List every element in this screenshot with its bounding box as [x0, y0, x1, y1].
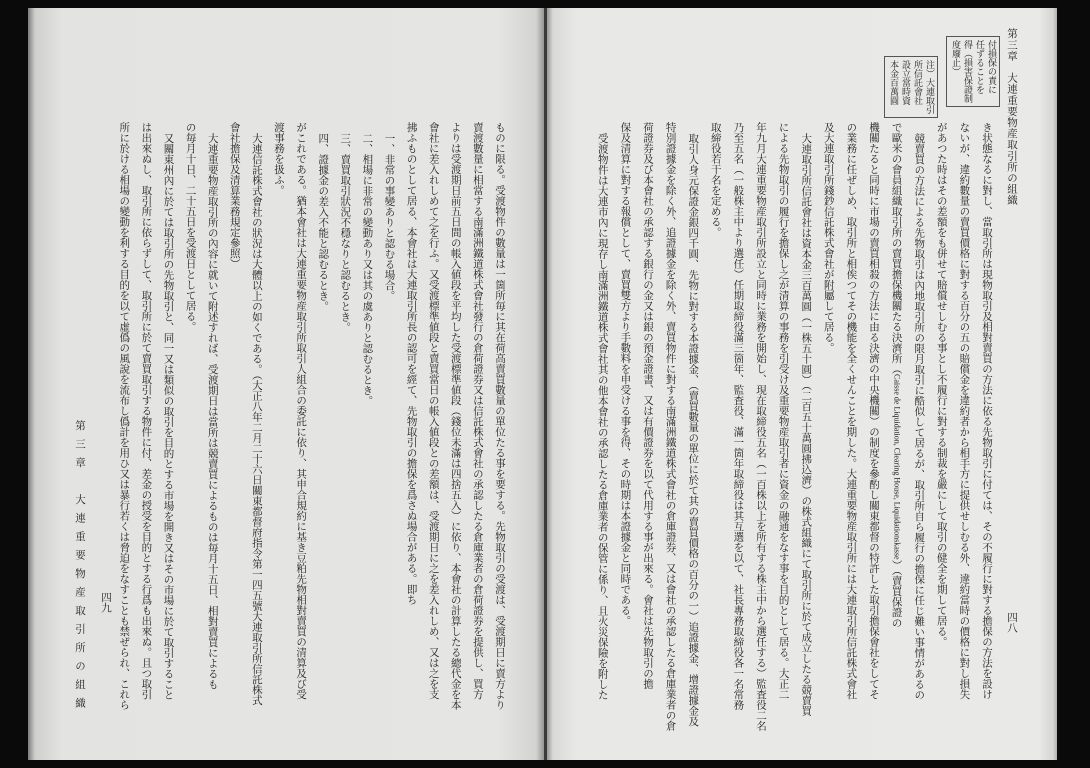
text-column: 拂ふものとして居る、本會社は大連取引所長の認可を經て、先物取引の擔保を爲さぬ場合がある。即ち [405, 122, 418, 605]
text-column: 特別證據金を除く外、追證據金を除く外、賣買物件に對する南滿洲鐵道株式會社の倉庫證券、又は會社の承認したる倉庫業者の倉 [664, 122, 677, 731]
text-column: 年九月大連重要物産取引所設立と同時に業務を開始し、現在取締役五名（一百株以上を所有する株主中から選任する）監査役二名 [755, 122, 767, 731]
text-column: の毎月十日、二十五日を受渡日として居る。 [184, 122, 197, 332]
gutter-fold [544, 8, 547, 760]
text-column [890, 122, 904, 628]
text-column: があつた時はその差額をも併せて賠償せしむる事とし不履行に對する制裁を嚴にして取引の健全を期して居る。 [935, 122, 948, 647]
text-column: 保及清算に對する報償として、賣買雙方より手數料を申受ける事を得、その時期は本證據金と同時である。 [619, 122, 632, 626]
margin-note-line: 本金百萬圓 [888, 60, 898, 105]
text-column: ないが、違約數量の賣買價格に對する百分の五の賠償金を違約者から相手方に提供せしむる外、違約當時の價格に對し損失 [958, 122, 971, 700]
text-column: 機關たると同時に市場の賣買相殺の方法に由る決濟の中央機關）の制度を參酌し關東都督の特許した取引擔保會社をしてそ [868, 122, 880, 700]
running-head: 第三章 大連重要物産取引所の組織 [74, 420, 86, 716]
margin-note-line: 注）大連取引 [924, 60, 934, 114]
text-column: 所に於ける相場の變動を利する目的を以て虛僞の風說を流布し僞計を用ひ又は暴行若くは脅迫をなすことも禁ぜられ、これら [118, 122, 131, 710]
running-head: 第三章 大連重要物産取引所の組織 [1006, 28, 1018, 206]
text-segment: ）（賣買保證の [890, 559, 903, 628]
text-column: 大連取引所信託會社は資本金三百萬圓（一株五十圓）（二百五十萬圓拂込濟）の株式組織にて取引所に於て成立したる競賣買 [800, 133, 813, 716]
left-page [28, 8, 545, 760]
margin-note-line: 付損保の責に [986, 40, 996, 94]
text-column: 會社に差入れしめて之を行ふ。又受渡標準値段と賣買當日の帳入値段との差額は、受渡期日に之を差入れしめ、又は之を支 [427, 122, 440, 700]
list-item: 三、賣買取引狀況不穩なりと認むるとき。 [339, 133, 352, 333]
margin-note-line: 設立當時資 [900, 60, 910, 105]
text-column: 取締役若干名を定める。 [709, 122, 722, 238]
text-column: 賣渡數量に相當する南滿洲鐵道株式會社發行の倉荷證券又は信託株式會社の承認したる倉庫業者の倉荷證券を提供し、買方 [471, 122, 484, 700]
text-column: がこれである。猶本會社は大連重要物産取引所取引人組合の委託に依り、其申合規約に基き豆粕先物相對賣買の清算及び受 [295, 122, 308, 700]
text-column: 受渡物件は大連市內に現存し南滿洲鐵道株式會社其の他本會社の承認したる倉庫業者の保管に係り、且火災保險を附した [596, 133, 609, 700]
page-number: 四九 [100, 592, 112, 613]
margin-note-line: 得（損害保證制 [962, 40, 972, 103]
margin-note-line: 度廢止） [950, 40, 960, 76]
text-column: 及大連取引所錢鈔信託株式會社が附屬して居る。 [822, 122, 835, 353]
text-column: 會社擔保及清算業務規定參照） [228, 122, 241, 269]
text-column: 競賣買の方法による先物取引は內地取引所の限月取引に酷似して居るが、取引所自ら履行の擔保に任じ難い事情があるの [913, 133, 926, 700]
text-column: 取引人身元保證金銀四千圓、先物に對する本證據金、（賣買數量の單位に於て其の賣買價格の百分の一）追證據金、增證據金及 [687, 133, 700, 727]
margin-note-line: 任ずることを [974, 40, 984, 94]
text-column: は出來ぬし、取引所に依らずして、取引所に於て賣買取引する物件に付、差金の授受を目的とする行爲も出來ぬ。且つ取引 [140, 122, 153, 700]
text-column: による先物取引の履行を擔保し之が清算の事務を引受け及重要物産取引者に資金の融通をなす事を目的として居る。大正二 [777, 122, 790, 700]
text-column: ものに限る。受渡物件の數量は一箇所毎に其在荷高賣買數量の單位たる事を要する。先物取引の受渡は、受渡期日に賣方より [494, 122, 506, 710]
text-column: 渡事務を扱ふ。 [273, 122, 285, 196]
list-item: 四、證據金の差入不能と認むるとき。 [317, 133, 330, 312]
margin-note [884, 56, 938, 118]
page-number: 四八 [1006, 612, 1018, 633]
margin-note [946, 36, 1000, 107]
list-item: 一、非常の事變ありと認むる場合。 [383, 133, 396, 301]
text-column: き状態なるに對し、當取引所は現物取引及相對賣買の方法に依る先物取引に付ては、その不履行に對する擔保の方法を設け [981, 122, 993, 700]
right-page [547, 8, 1057, 760]
text-column: の業務に任ぜしめ、取引所と相俟つてその機能を全くせんことを期した。大連重要物産取引所には大連取引所信託株式會社 [845, 122, 858, 700]
list-item: 二、相場に非常の變動あり又は其の虞ありと認むるとき。 [361, 133, 374, 406]
text-column: 大連重要物産取引所の內容に就いて附述すれば、受渡期日は當所は競賣買によるものは毎月十五日、相對賣買によるも [206, 133, 219, 690]
text-segment: で歐米の會員組織取引所の賣買擔保機關たる決濟所（ [890, 122, 903, 374]
text-column: 荷證券及び本會社の承認する銀行の金又は銀の預金證書、又は有價證券を以て代用する事が出來る。會社は先物取引の擔 [642, 122, 654, 689]
text-column: 大連信託株式會社の狀況は大體以上の如くである。（大正八年二月二十六日關東都督府指令第一四五號大連取引所信託株式 [250, 133, 263, 706]
text-column: 乃至五名（一般株主中より選任）任期取締役滿三箇年、監査役、滿一箇年取締役は其互選を以て、社長專務取締役各一名常務 [732, 122, 745, 710]
latin-term: Caisse de Liquidation, Clearing House, Liquidationskasse [892, 374, 902, 560]
margin-note-line: 所信託會社 [912, 60, 922, 105]
text-column: よりは受渡期日前五日間の帳入値段を平均した受渡標準値段（錢位未滿は四捨五入）に依り、本會社の計算したる總代金を本 [449, 122, 462, 710]
text-column: 又關東州內に於ては取引所の先物取引と、同一又は類似の取引を目的とする市場を開き又はその市場に於て取引すること [162, 133, 175, 700]
